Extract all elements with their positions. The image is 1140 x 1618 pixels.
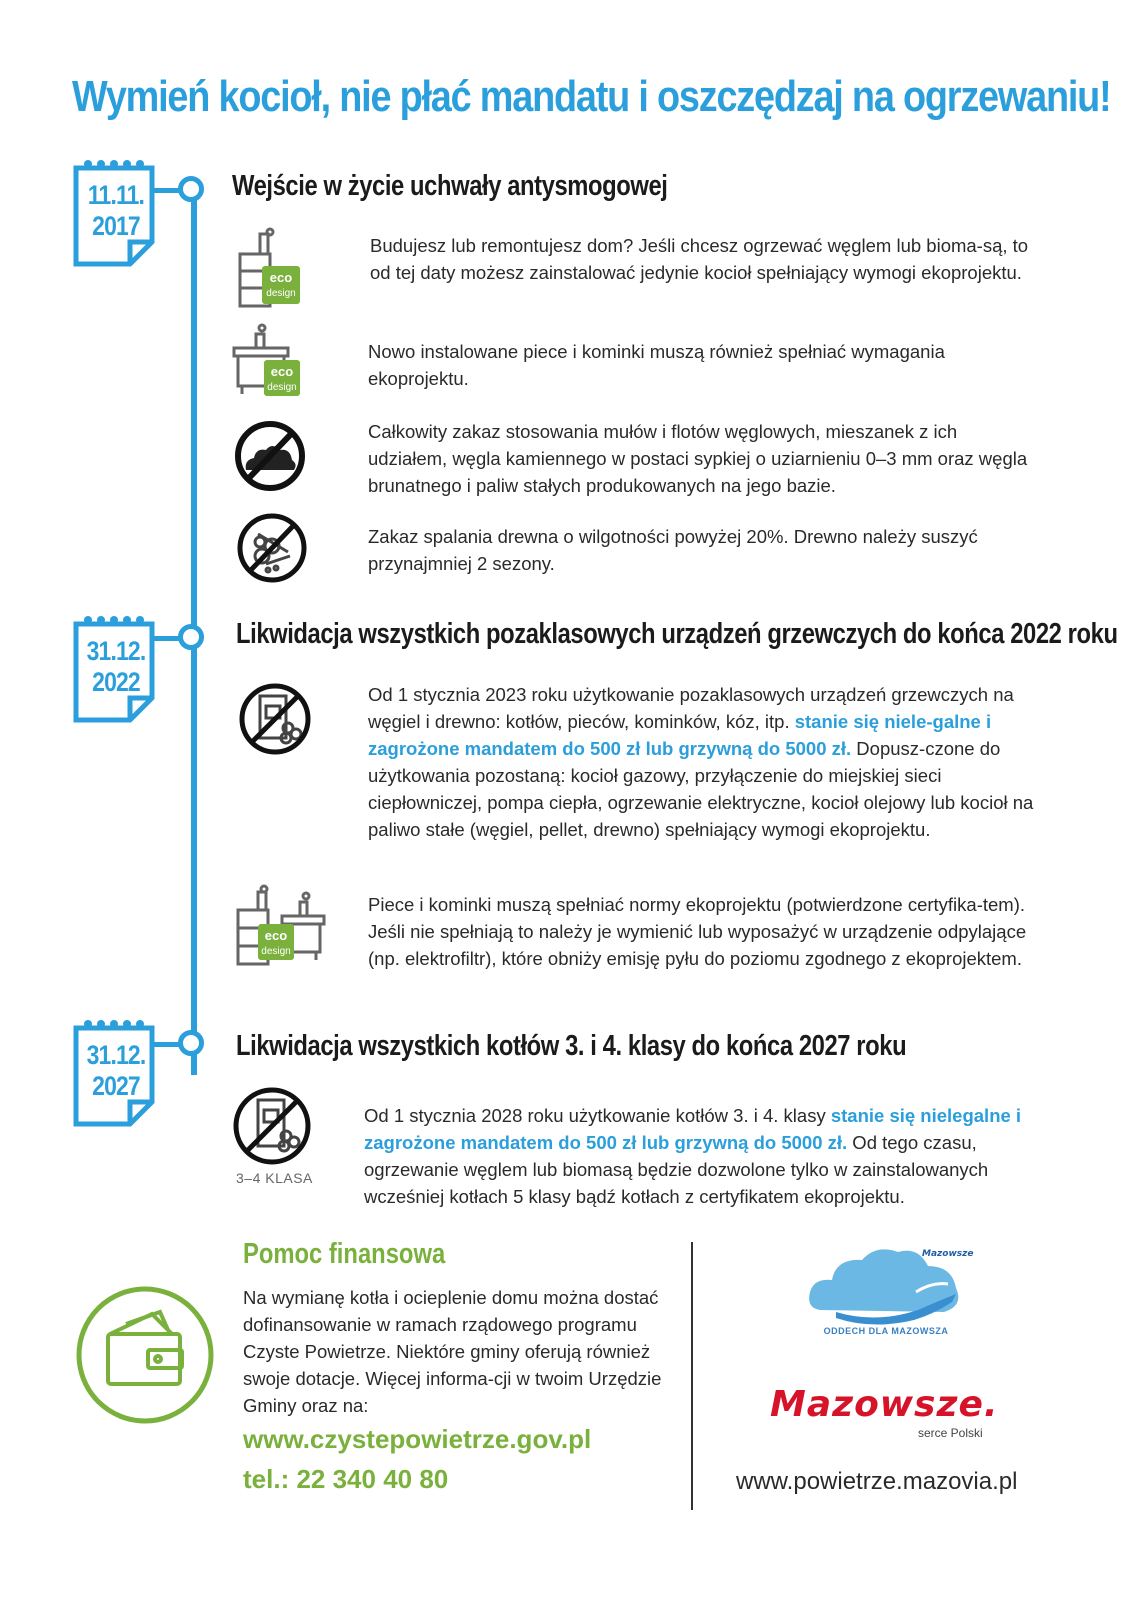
program-website-link[interactable]: www.czystepowietrze.gov.pl (243, 1424, 592, 1454)
calendar-date: 31.12. (86, 1040, 146, 1070)
section-paragraph (368, 681, 1034, 843)
section-paragraph (364, 1102, 1036, 1210)
eco-badge-text: eco (270, 364, 294, 379)
eco-design-boiler-icon (234, 226, 304, 315)
program-phone: tel.: 22 340 40 80 (243, 1464, 449, 1494)
divider (691, 1242, 693, 1510)
warning-highlight: stanie się niele-galne i zagrożone mandatem do 500 zł lub grzywną do 5000 zł. (368, 711, 992, 759)
calendar-date: 11.11. (87, 180, 145, 210)
cloud-logo-caption: ODDECH DLA MAZOWSZA (823, 1326, 949, 1336)
timeline-dot (178, 624, 204, 650)
section-paragraph: Budujesz lub remontujesz dom? Jeśli chcesz ogrzewać węglem lub bioma-są, to od tej daty możesz zainstalować jedynie kocioł spełniający wymogi ekoprojektu. (370, 235, 1029, 283)
eco-badge-text: design (266, 288, 296, 299)
eco-badge-text: design (267, 382, 297, 393)
section-heading: Likwidacja wszystkich pozaklasowych urządzeń grzewczych do końca 2022 roku (236, 618, 1118, 650)
section-heading: Wejście w życie uchwały antysmogowej (232, 170, 668, 202)
no-class-3-4-boiler-icon (232, 1086, 312, 1171)
section-paragraph: Zakaz spalania drewna o wilgotności powyżej 20%. Drewno należy suszyć przynajmniej 2 sezony. (368, 526, 978, 574)
section-paragraph: Piece i kominki muszą spełniać normy ekoprojektu (potwierdzone certyfika-tem). Jeśli nie spełniają to należy je wymienić lub wyposażyć w urządzenie odpylające (np. elektrofiltr), które obniży emisję pyłu do poziomu zgodnego z ekoprojektem. (368, 894, 1027, 969)
calendar-icon (72, 614, 156, 724)
warning-highlight: stanie się nielegalne i zagrożone mandatem do 500 zł lub grzywną do 5000 zł. (364, 1105, 1022, 1153)
wallet-icon (74, 1284, 216, 1431)
calendar-year: 2022 (92, 667, 140, 697)
financial-help-text: Na wymianę kotła i ocieplenie domu można dostać dofinansowanie w ramach rządowego programu Czyste Powietrze. Niektóre gminy oferują również swoje dotacje. Więcej informa-cji w twoim Urzędzie Gminy oraz na: (243, 1287, 662, 1416)
paragraph-text: Dopusz-czone do użytkowania pozostaną: kocioł gazowy, przyłączenie do miejskiej sieci ciepłowniczej, pompa ciepła, ogrzewanie elektryczne, kocioł olejowy lub kocioł na paliwo stałe (węgiel, pellet, drewno) spełniający wymogi ekoprojektu. (368, 738, 1034, 840)
paragraph-text: Od 1 stycznia 2028 roku użytkowanie kotłów 3. i 4. klasy (364, 1105, 831, 1126)
paragraph-text: Od tego czasu, ogrzewanie węglem lub biomasą będzie dozwolone tylko w zainstalowanych wcześniej kotłach 5 klasy bądź kotłach z certyfikatem ekoprojektu. (364, 1132, 989, 1207)
section-paragraph: Nowo instalowane piece i kominki muszą również spełniać wymagania ekoprojektu. (368, 341, 945, 389)
calendar-icon (72, 158, 156, 268)
eco-badge-text: eco (269, 270, 293, 285)
timeline-dot (178, 1030, 204, 1056)
timeline-dot (178, 176, 204, 202)
eco-design-boiler-stove-icon (234, 884, 326, 973)
calendar-year: 2027 (92, 1071, 140, 1101)
calendar-icon (72, 1018, 156, 1128)
no-coal-icon (234, 420, 306, 497)
eco-design-stove-icon (232, 322, 304, 403)
eco-badge-text: eco (264, 928, 288, 943)
icon-caption: 3–4 KLASA (236, 1170, 313, 1186)
air-website-link[interactable]: www.powietrze.mazovia.pl (736, 1468, 1018, 1495)
calendar-year: 2017 (92, 211, 140, 241)
no-wet-wood-icon (236, 512, 308, 589)
cloud-hand-logo (806, 1240, 974, 1331)
brand-tagline: serce Polski (918, 1426, 983, 1440)
eco-badge-text: design (261, 946, 291, 957)
no-old-stove-icon (238, 682, 312, 761)
financial-help-heading: Pomoc finansowa (243, 1238, 446, 1270)
section-paragraph: Całkowity zakaz stosowania mułów i flotów węglowych, mieszanek z ich udziałem, węgla kamiennego w postaci sypkiej o uziarnieniu 0–3 mm oraz węgla brunatnego i paliw stałych produkowanych na jego bazie. (368, 421, 1028, 496)
page-title: Wymień kocioł, nie płać mandatu i oszczędzaj na ogrzewaniu! (72, 72, 1111, 121)
section-heading: Likwidacja wszystkich kotłów 3. i 4. klasy do końca 2027 roku (236, 1030, 907, 1062)
paragraph-text: Od 1 stycznia 2023 roku użytkowanie pozaklasowych urządzeń grzewczych na węgiel i drewno: kotłów, pieców, kominków, kóz, itp. (368, 684, 1014, 732)
calendar-date: 31.12. (86, 636, 146, 666)
cloud-logo-small-text: Mazowsze (922, 1249, 974, 1259)
brand-logo: Mazowsze. (770, 1384, 999, 1425)
